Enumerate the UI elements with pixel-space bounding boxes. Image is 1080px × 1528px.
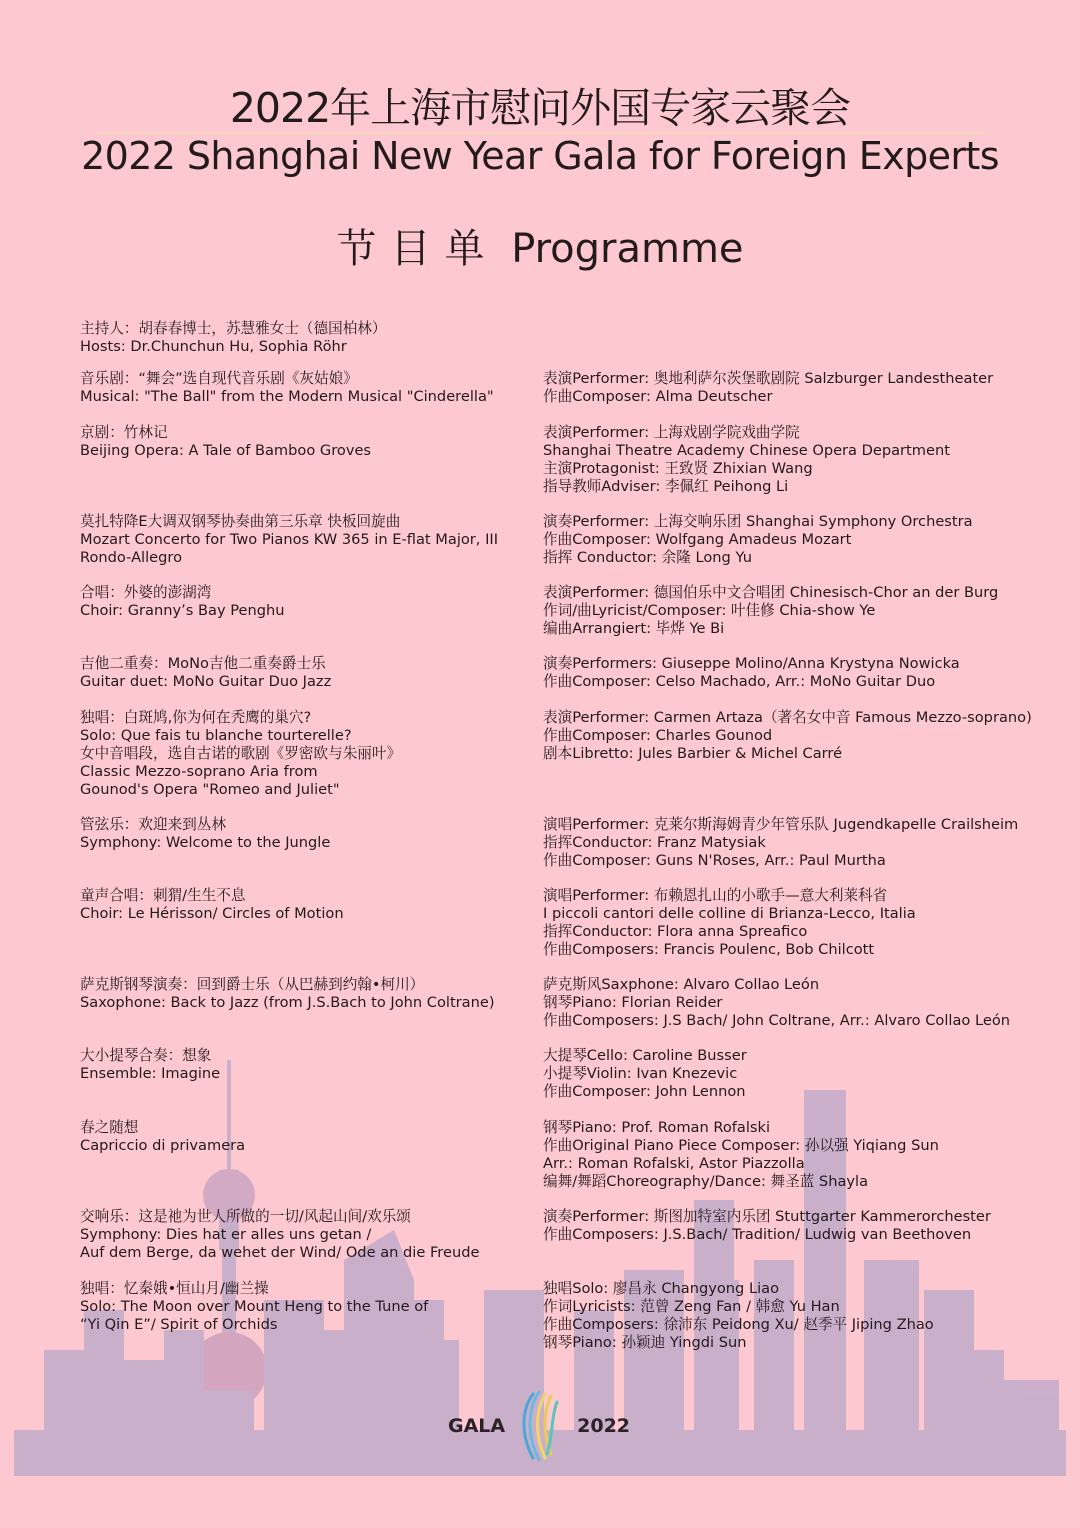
logo-text-year: 2022 <box>577 1415 631 1437</box>
hosts-en: Hosts: Dr.Chunchun Hu, Sophia Röhr <box>80 337 347 355</box>
programme-heading <box>0 222 1080 276</box>
credit-line: 演奏Performer: 斯图加特室内乐团 Stuttgarter Kammerorchester <box>543 1208 991 1225</box>
credit-line: 演奏Performer: 上海交响乐团 Shanghai Symphony Orchestra <box>543 513 973 530</box>
title-line: 莫扎特降E大调双钢琴协奏曲第三乐章 快板回旋曲 <box>80 513 401 530</box>
credit-line: 作曲Composer: Guns N'Roses, Arr.: Paul Murtha <box>543 851 886 869</box>
title-line: Saxophone: Back to Jazz (from J.S.Bach to John Coltrane) <box>80 993 495 1011</box>
programme-item-credits <box>543 370 993 406</box>
programme-item-credits <box>543 709 1032 763</box>
programme-item-credits <box>543 816 1018 870</box>
title-line: Gounod's Opera "Romeo and Juliet" <box>80 780 340 798</box>
programme-item-credits <box>543 887 916 959</box>
programme-item-title <box>80 709 401 799</box>
title-line: Auf dem Berge, da wehet der Wind/ Ode an die Freude <box>80 1243 480 1261</box>
credit-line: Arr.: Roman Rofalski, Astor Piazzolla <box>543 1154 805 1172</box>
title-line: 京剧：竹林记 <box>80 424 168 441</box>
title-line: Solo: The Moon over Mount Heng to the Tune of <box>80 1297 429 1315</box>
programme-item-title <box>80 513 498 567</box>
credit-line: Shanghai Theatre Academy Chinese Opera Department <box>543 441 950 459</box>
credit-line: 作词Lyricists: 范曾 Zeng Fan / 韩愈 Yu Han <box>543 1297 840 1315</box>
credit-line: 主演Protagonist: 王致贤 Zhixian Wang <box>543 459 813 477</box>
credit-line: 剧本Libretto: Jules Barbier & Michel Carré <box>543 744 843 762</box>
credit-line: 钢琴Piano: Prof. Roman Rofalski <box>543 1119 771 1136</box>
title-line: Classic Mezzo-soprano Aria from <box>80 762 318 780</box>
credit-line: 演唱Performer: 布赖恩扎山的小歌手—意大利莱科省 <box>543 887 888 904</box>
title-line: 管弦乐：欢迎来到丛林 <box>80 816 226 833</box>
credit-line: 钢琴Piano: Florian Reider <box>543 993 723 1011</box>
title-line: Ensemble: Imagine <box>80 1064 221 1082</box>
credit-line: 作曲Original Piano Piece Composer: 孙以强 Yiqiang Sun <box>543 1136 939 1154</box>
credit-line: 作曲Composer: Wolfgang Amadeus Mozart <box>543 530 852 548</box>
title-line: “Yi Qin E”/ Spirit of Orchids <box>80 1315 278 1333</box>
credit-line: 作曲Composer: Charles Gounod <box>543 726 773 744</box>
title-line: Mozart Concerto for Two Pianos KW 365 in E-flat Major, III <box>80 530 498 548</box>
hosts-cn: 主持人：胡春春博士，苏慧雅女士（德国柏林） <box>80 320 387 337</box>
credit-line: 萨克斯风Saxphone: Alvaro Collao León <box>543 976 820 993</box>
programme-item-credits <box>543 1047 747 1101</box>
programme-heading-cn: 节目单 <box>336 226 499 272</box>
credit-line: 表演Performer: 上海戏剧学院戏曲学院 <box>543 424 800 441</box>
gala-ribbon-logo-icon <box>519 1388 563 1464</box>
programme-item-credits <box>543 1280 934 1352</box>
hosts-block <box>80 320 386 356</box>
title-line: Symphony: Dies hat er alles uns getan / <box>80 1225 372 1243</box>
programme-item-title <box>80 1280 428 1334</box>
credit-line: 编曲Arrangiert: 毕烨 Ye Bi <box>543 619 725 637</box>
credit-line: I piccoli cantori delle colline di Brianza-Lecco, Italia <box>543 904 916 922</box>
credit-line: 作词/曲Lyricist/Composer: 叶佳修 Chia-show Ye <box>543 601 876 619</box>
credit-line: 指挥Conductor: Franz Matysiak <box>543 833 766 851</box>
programme-heading-en: Programme <box>511 226 744 272</box>
programme-item-title <box>80 816 330 852</box>
programme-item-credits <box>543 655 960 691</box>
title-line: Musical: "The Ball" from the Modern Musical "Cinderella" <box>80 387 494 405</box>
title-line: 交响乐：这是祂为世人所做的一切/风起山间/欢乐颂 <box>80 1208 411 1225</box>
credit-line: 表演Performer: 奥地利萨尔茨堡歌剧院 Salzburger Landestheater <box>543 370 994 387</box>
programme-item-title <box>80 1208 479 1262</box>
title-line: Guitar duet: MoNo Guitar Duo Jazz <box>80 672 332 690</box>
title-line: 吉他二重奏：MoNo吉他二重奏爵士乐 <box>80 655 326 672</box>
logo-text-gala: GALA <box>448 1415 506 1437</box>
credit-line: 作曲Composers: J.S.Bach/ Tradition/ Ludwig van Beethoven <box>543 1225 972 1243</box>
credit-line: 作曲Composers: Francis Poulenc, Bob Chilcott <box>543 940 875 958</box>
programme-item-title <box>80 424 371 460</box>
credit-line: 小提琴Violin: Ivan Knezevic <box>543 1064 738 1082</box>
programme-item-credits <box>543 513 973 567</box>
title-line: 女中音唱段，选自古诺的歌剧《罗密欧与朱丽叶》 <box>80 744 402 762</box>
programme-item-credits <box>543 1119 939 1191</box>
credit-line: 作曲Composer: Celso Machado, Arr.: MoNo Guitar Duo <box>543 672 936 690</box>
programme-item-title <box>80 887 344 923</box>
title-line: Choir: Le Hérisson/ Circles of Motion <box>80 904 344 922</box>
programme-item-credits <box>543 584 998 638</box>
programme-item-credits <box>543 976 1010 1030</box>
title-line: Capriccio di privamera <box>80 1136 246 1154</box>
programme-item-title <box>80 1047 220 1083</box>
credit-line: 作曲Composers: J.S Bach/ John Coltrane, Arr.: Alvaro Collao León <box>543 1011 1011 1029</box>
credit-line: 表演Performer: 德国伯乐中文合唱团 Chinesisch-Chor an der Burg <box>543 584 999 601</box>
credit-line: 独唱Solo: 廖昌永 Changyong Liao <box>543 1280 780 1297</box>
programme-item-title <box>80 370 494 406</box>
programme-item-credits <box>543 424 950 496</box>
programme-item-title <box>80 584 285 620</box>
title-english: 2022 Shanghai New Year Gala for Foreign Experts <box>81 134 999 178</box>
title-line: Choir: Granny’s Bay Penghu <box>80 601 285 619</box>
credit-line: 编舞/舞蹈Choreography/Dance: 舞圣蓝 Shayla <box>543 1172 869 1190</box>
title-line: 萨克斯钢琴演奏：回到爵士乐（从巴赫到约翰•柯川） <box>80 976 425 993</box>
programme-item-title <box>80 976 495 1012</box>
programme-item-title <box>80 655 331 691</box>
title-line: 独唱：白斑鸠,你为何在秃鹰的巢穴? <box>80 709 312 726</box>
title-line: 独唱：忆秦娥•恒山月/幽兰操 <box>80 1280 269 1297</box>
title-line: 音乐剧：“舞会”选自现代音乐剧《灰姑娘》 <box>80 370 358 387</box>
credit-line: 钢琴Piano: 孙颖迪 Yingdi Sun <box>543 1333 747 1351</box>
credit-line: 表演Performer: Carmen Artaza（著名女中音 Famous Mezzo-soprano) <box>543 709 1032 726</box>
programme-item-title <box>80 1119 245 1155</box>
title-line: 春之随想 <box>80 1119 139 1136</box>
programme-item-credits <box>543 1208 991 1244</box>
credit-line: 演唱Performer: 克莱尔斯海姆青少年管乐队 Jugendkapelle Crailsheim <box>543 816 1019 833</box>
credit-line: 大提琴Cello: Caroline Busser <box>543 1047 747 1064</box>
credit-line: 作曲Composer: John Lennon <box>543 1082 746 1100</box>
title-chinese: 2022年上海市慰问外国专家云聚会 <box>229 84 851 132</box>
credit-line: 指挥 Conductor: 余隆 Long Yu <box>543 548 752 566</box>
credit-line: 指挥Conductor: Flora anna Spreafico <box>543 922 808 940</box>
credit-line: 指导教师Adviser: 李佩红 Peihong Li <box>543 477 789 495</box>
credit-line: 演奏Performers: Giuseppe Molino/Anna Krystyna Nowicka <box>543 655 960 672</box>
title-line: Symphony: Welcome to the Jungle <box>80 833 331 851</box>
title-line: 合唱：外婆的澎湖湾 <box>80 584 212 601</box>
title-line: Beijing Opera: A Tale of Bamboo Groves <box>80 441 372 459</box>
title-line: Rondo-Allegro <box>80 548 183 566</box>
title-line: 大小提琴合奏：想象 <box>80 1047 212 1064</box>
gala-logo <box>448 1388 638 1464</box>
title-line: 童声合唱：刺猬/生生不息 <box>80 887 246 904</box>
title-line: Solo: Que fais tu blanche tourterelle? <box>80 726 352 744</box>
credit-line: 作曲Composers: 徐沛东 Peidong Xu/ 赵季平 Jiping Zhao <box>543 1315 934 1333</box>
credit-line: 作曲Composer: Alma Deutscher <box>543 387 773 405</box>
